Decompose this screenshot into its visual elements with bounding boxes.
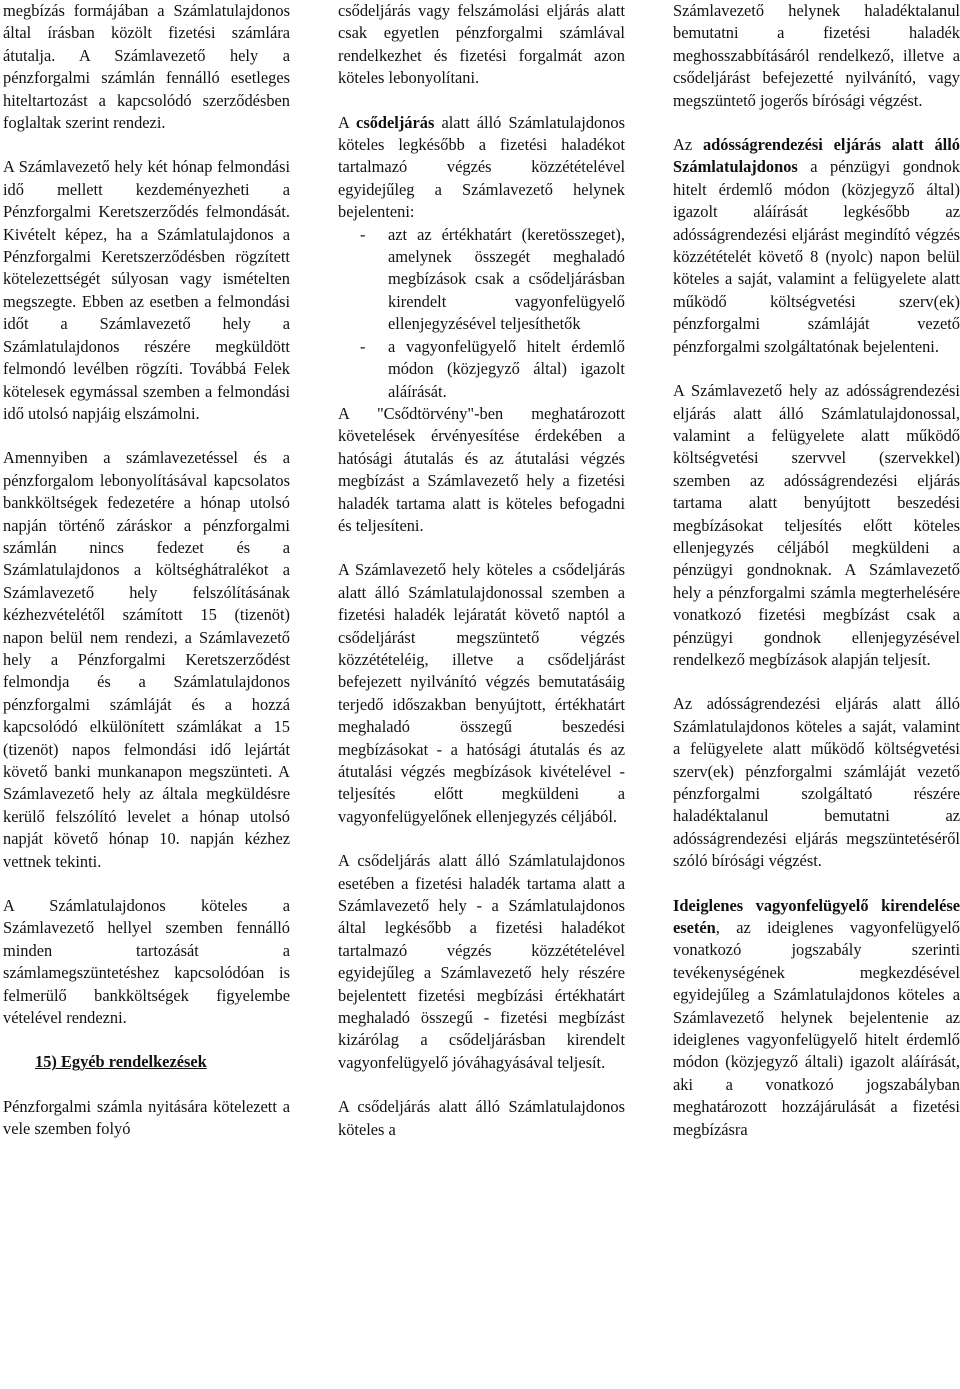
text-run: Az (673, 135, 703, 155)
paragraph: A Számlavezető hely az adósságrendezési eljárás alatt álló Számlatulajdonossal, valamint a felügyelete alatt működő költségvetési szervvel (szervekkel) szemben az adósságrendezési eljárás tartama alatt benyújtott beszedési megbízásokat teljesítés előtt köteles ellenjegyzés céljából megküldeni a pénzügyi gondnoknak. A Számlavezető hely a pénzforgalmi számla megterhelésére vonatkozó fizetési megbízást csak a pénzügyi gondnok ellenjegyzésével rendelkező megbízások alapján teljesít. (673, 381, 960, 669)
paragraph: Pénzforgalmi számla nyitására kötelezett a vele szemben folyó (3, 1096, 290, 1139)
list-item-text: azt az értékhatárt (keretösszeget), amelynek összegét meghaladó megbízások csak a csődeljárásban kirendelt vagyonfelügyelő ellenjegyzésével teljesíthetők (388, 224, 625, 334)
paragraph (673, 895, 960, 1141)
paragraph: megbízás formájában a Számlatulajdonos által írásban közölt fizetési számlára átutalja. A Számlavezető hely a pénzforgalmi számlán fennálló esetleges hiteltartozást a kapcsolódó szerződésben foglaltak szerint rendezi. (3, 1, 290, 133)
list-item (338, 224, 625, 336)
text-run: alatt álló Számlatulajdonos köteles legkésőbb a fizetési haladékot tartalmazó végzés közzétételével egyidejűleg a Számlavezető helynek bejelenteni: (338, 112, 625, 222)
text-run: , az ideiglenes vagyonfelügyelő vonatkozó jogszabály szerinti tevékenységének megkezdésével egyidejűleg a Számlatulajdonos köteles a Számlavezető helynek bejelentenie az ideiglenes vagyonfelügyelő hitelt érdemlő módon (közjegyző általi) igazolt aláírását, aki a vonatkozó jogszabályban meghatározott hozzájárulását a fizetési megbízásra (673, 918, 960, 1139)
list-item (338, 336, 625, 403)
dash-bullet: - (360, 336, 366, 356)
paragraph: Számlavezető helynek haladéktalanul bemutatni a fizetési haladék meghosszabbításáról rendelkező, illetve a csődeljárást befejezetté nyilvánító, vagy megszüntető jogerős bírósági végzést. (673, 1, 960, 110)
text-column-left (3, 0, 290, 1141)
text-column-right (673, 0, 960, 1141)
section-heading: 15) Egyéb rendelkezések (35, 1052, 207, 1072)
bold-term: Ideiglenes vagyonfelügyelő kirendelése esetén (673, 895, 960, 938)
paragraph (673, 134, 960, 358)
paragraph: A Számlavezető hely két hónap felmondási idő mellett kezdeményezheti a Pénzforgalmi Keretszerződés felmondását. Kivételt képez, ha a Számlatulajdonos a Pénzforgalmi Keretszerződésben rögzített kötelezettségét súlyosan vagy ismételten megszegte. Ebben az esetben a felmondási időt a Számlavezető hely a Számlatulajdonos részére megküldött felmondó levélben rögzíti. Továbbá Felek kötelesek egymással szemben a felmondási idő utolsó napjáig elszámolni. (3, 157, 290, 423)
text-column-middle (338, 0, 625, 1141)
paragraph: A csődeljárás alatt álló Számlatulajdonos köteles a (338, 1097, 625, 1139)
bold-term: adósságrendezési eljárás alatt álló Számlatulajdonos (673, 135, 960, 177)
paragraph: A csődeljárás alatt álló Számlatulajdonos esetében a fizetési haladék tartama alatt a Számlavezető hely - a Számlatulajdonos által legkésőbb a fizetési haladékot tartalmazó végzés közzétételével egyidejűleg a Számlavezető hely részére bejelentett fizetési megbízási értékhatárt meghaladó összegű - fizetési megbízást kizárólag a csődeljárásban kirendelt vagyonfelügyelő jóváhagyásával teljesít. (338, 851, 625, 1072)
paragraph (338, 112, 625, 224)
bold-term: csődeljárás (356, 112, 435, 132)
paragraph: Amennyiben a számlavezetéssel és a pénzforgalom lebonyolításával kapcsolatos bankköltségek fedezetére a hónap utolsó napján történő záráskor a pénzforgalmi számlán nincs fedezet és a Számlatulajdonos a költséghátralékot a Számlavezető hely felszólításának kézhezvételétől számított 15 (tizenöt) napon belül nem rendezi, a Számlavezető hely a Pénzforgalmi Keretszerződést felmondja és a Számlatulajdonos pénzforgalmi számláját és a hozzá kapcsolódó elkülönített számlákat a 15 (tizenöt) napos felmondási idő lejártát követő banki munkanapon megszünteti. A Számlavezető hely az általa megküldésre kerülő felszólító levelet a hónap utolsó napját követő hónap 10. napján kézhez vettnek tekinti. (3, 448, 290, 871)
dash-list (338, 224, 625, 403)
list-item-text: a vagyonfelügyelő hitelt érdemlő módon (közjegyző által) igazolt aláírását. (388, 336, 625, 401)
text-run: A (338, 112, 357, 132)
paragraph: A Számlatulajdonos köteles a Számlavezető hellyel szemben fennálló minden tartozását a számlamegszüntetéshez kapcsolódóan is felmerülő bankköltségek figyelembe vételével rendezni. (3, 896, 290, 1028)
paragraph: A "Csődtörvény"-ben meghatározott követelések érvényesítése érdekében a hatósági átutalás és az átutalási végzés megbízást a Számlavezető hely a fizetési haladék tartama alatt is köteles befogadni és teljesíteni. (338, 403, 625, 535)
dash-bullet: - (360, 224, 366, 244)
paragraph: csődeljárás vagy felszámolási eljárás alatt csak egyetlen pénzforgalmi számlával rendelkezhet és fizetési forgalmát azon köteles lebonyolítani. (338, 1, 625, 88)
paragraph: Az adósságrendezési eljárás alatt álló Számlatulajdonos köteles a saját, valamint a felügyelete alatt működő költségvetési szerv(ek) pénzforgalmi számláját vezető pénzforgalmi szolgáltató részére haladéktalanul bemutatni az adósságrendezési eljárás megszüntetéséről szóló bírósági végzést. (673, 694, 960, 871)
text-run: a pénzügyi gondnok hitelt érdemlő módon (közjegyző által) igazolt aláírását legkésőbb az adósságrendezési eljárást megindító végzés közzétételét követő 8 (nyolc) napon belül köteles a saját, valamint a felügyelete alatt működő költségvetési szerv(ek) pénzforgalmi számláját vezető pénzforgalmi szolgáltatónak bejelenteni. (673, 157, 960, 356)
paragraph: A Számlavezető hely köteles a csődeljárás alatt álló Számlatulajdonossal szemben a fizetési haladék lejáratát követő naptól a csődeljárást megszüntető végzés közzétételéig, illetve a csődeljárást befejezett nyilvánító végzés bemutatásáig terjedő időszakban benyújtott, értékhatárt meghaladó összegű beszedési megbízásokat - a hatósági átutalás és az átutalási végzés megbízások kivételével - teljesítés előtt megküldeni a vagyonfelügyelőnek ellenjegyzés céljából. (338, 560, 625, 826)
